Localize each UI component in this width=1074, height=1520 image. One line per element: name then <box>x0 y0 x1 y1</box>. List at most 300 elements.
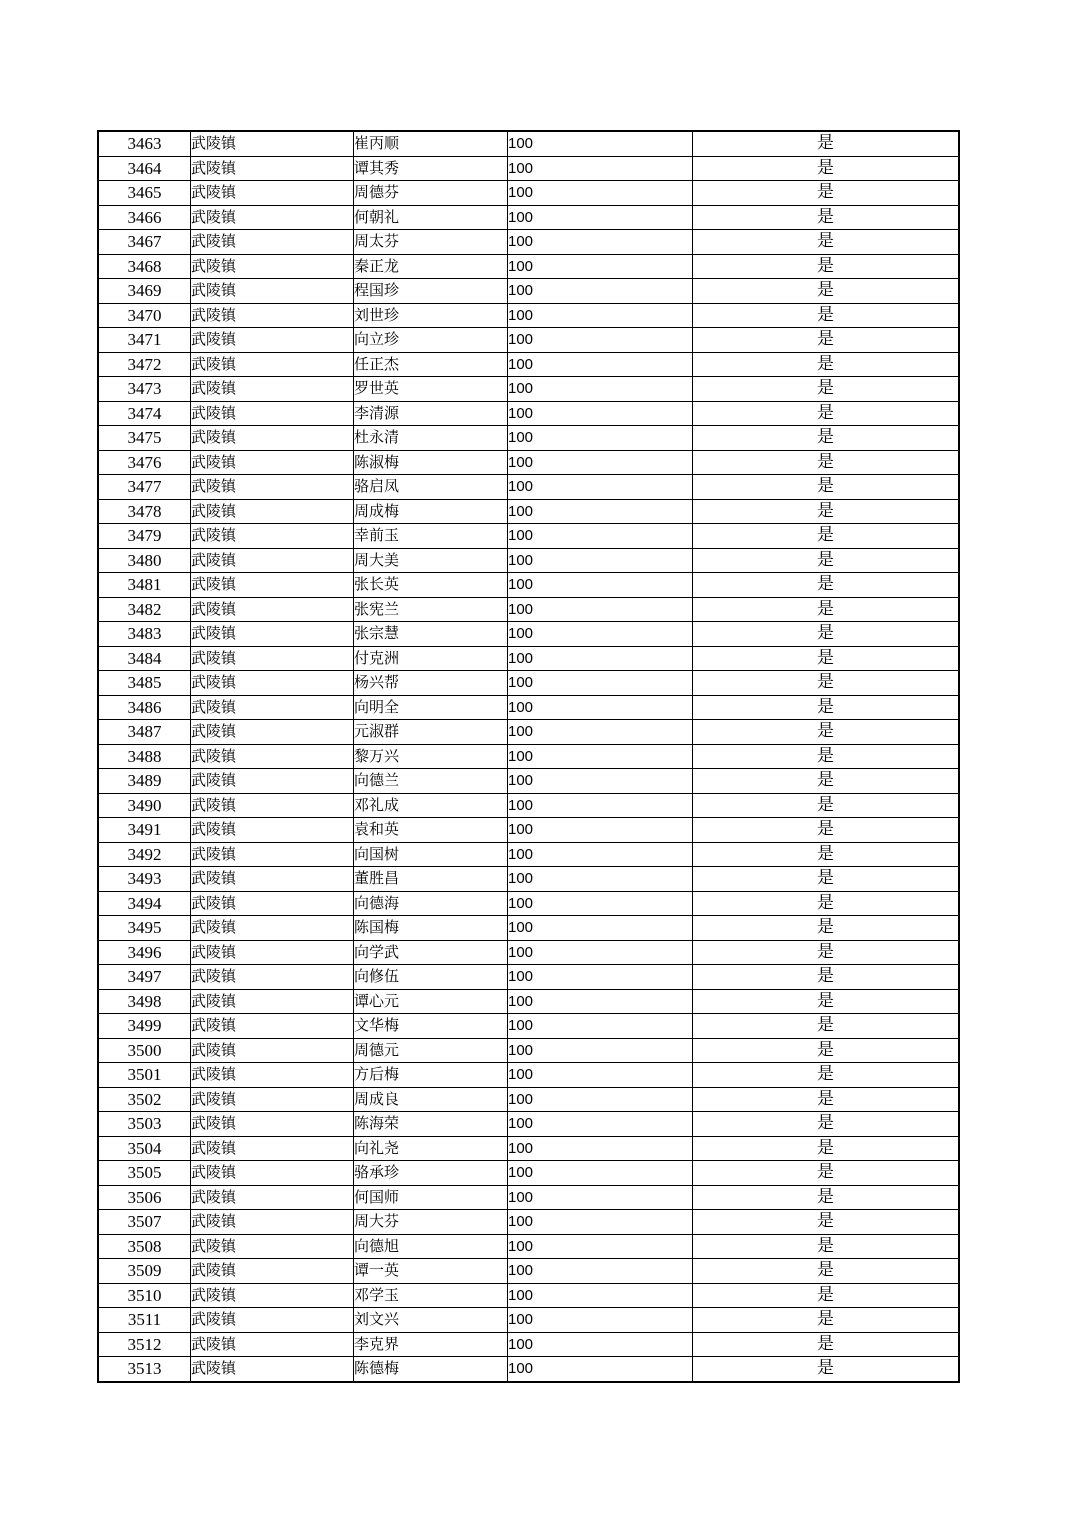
town-cell: 武陵镇 <box>191 401 354 426</box>
table-row <box>98 989 959 1014</box>
person-name-cell: 向国树 <box>354 842 508 867</box>
table-row <box>98 916 959 941</box>
row-number-cell: 3467 <box>98 230 191 255</box>
status-cell: 是 <box>693 989 960 1014</box>
person-name-cell: 陈国梅 <box>354 916 508 941</box>
town-cell: 武陵镇 <box>191 230 354 255</box>
town-cell: 武陵镇 <box>191 769 354 794</box>
amount-cell: 100 <box>508 1259 693 1284</box>
row-number-cell: 3488 <box>98 744 191 769</box>
table-row <box>98 205 959 230</box>
status-cell: 是 <box>693 377 960 402</box>
person-name-cell: 何朝礼 <box>354 205 508 230</box>
amount-cell: 100 <box>508 989 693 1014</box>
table-row <box>98 1087 959 1112</box>
town-cell: 武陵镇 <box>191 499 354 524</box>
person-name-cell: 向德旭 <box>354 1234 508 1259</box>
amount-cell: 100 <box>508 867 693 892</box>
row-number-cell: 3499 <box>98 1014 191 1039</box>
table-row <box>98 1210 959 1235</box>
amount-cell: 100 <box>508 1112 693 1137</box>
town-cell: 武陵镇 <box>191 426 354 451</box>
amount-cell: 100 <box>508 646 693 671</box>
town-cell: 武陵镇 <box>191 303 354 328</box>
person-name-cell: 幸前玉 <box>354 524 508 549</box>
town-cell: 武陵镇 <box>191 671 354 696</box>
table-row <box>98 303 959 328</box>
amount-cell: 100 <box>508 720 693 745</box>
person-name-cell: 刘世珍 <box>354 303 508 328</box>
row-number-cell: 3495 <box>98 916 191 941</box>
person-name-cell: 何国师 <box>354 1185 508 1210</box>
person-name-cell: 元淑群 <box>354 720 508 745</box>
row-number-cell: 3492 <box>98 842 191 867</box>
town-cell: 武陵镇 <box>191 205 354 230</box>
person-name-cell: 张宪兰 <box>354 597 508 622</box>
person-name-cell: 崔丙顺 <box>354 131 508 156</box>
amount-cell: 100 <box>508 1014 693 1039</box>
town-cell: 武陵镇 <box>191 646 354 671</box>
town-cell: 武陵镇 <box>191 720 354 745</box>
row-number-cell: 3509 <box>98 1259 191 1284</box>
town-cell: 武陵镇 <box>191 1308 354 1333</box>
status-cell: 是 <box>693 597 960 622</box>
row-number-cell: 3464 <box>98 156 191 181</box>
table-row <box>98 1357 959 1382</box>
amount-cell: 100 <box>508 1283 693 1308</box>
row-number-cell: 3473 <box>98 377 191 402</box>
amount-cell: 100 <box>508 230 693 255</box>
town-cell: 武陵镇 <box>191 965 354 990</box>
table-row <box>98 450 959 475</box>
amount-cell: 100 <box>508 377 693 402</box>
town-cell: 武陵镇 <box>191 867 354 892</box>
row-number-cell: 3477 <box>98 475 191 500</box>
person-name-cell: 向德海 <box>354 891 508 916</box>
amount-cell: 100 <box>508 1210 693 1235</box>
row-number-cell: 3510 <box>98 1283 191 1308</box>
row-number-cell: 3484 <box>98 646 191 671</box>
status-cell: 是 <box>693 328 960 353</box>
row-number-cell: 3502 <box>98 1087 191 1112</box>
town-cell: 武陵镇 <box>191 328 354 353</box>
person-name-cell: 谭一英 <box>354 1259 508 1284</box>
table-row <box>98 1112 959 1137</box>
status-cell: 是 <box>693 965 960 990</box>
table-row <box>98 622 959 647</box>
amount-cell: 100 <box>508 475 693 500</box>
town-cell: 武陵镇 <box>191 1357 354 1382</box>
amount-cell: 100 <box>508 303 693 328</box>
person-name-cell: 周大美 <box>354 548 508 573</box>
table-row <box>98 940 959 965</box>
status-cell: 是 <box>693 181 960 206</box>
row-number-cell: 3465 <box>98 181 191 206</box>
table-row <box>98 426 959 451</box>
town-cell: 武陵镇 <box>191 524 354 549</box>
status-cell: 是 <box>693 940 960 965</box>
row-number-cell: 3481 <box>98 573 191 598</box>
town-cell: 武陵镇 <box>191 1283 354 1308</box>
row-number-cell: 3485 <box>98 671 191 696</box>
table-row <box>98 156 959 181</box>
person-name-cell: 李克界 <box>354 1332 508 1357</box>
row-number-cell: 3493 <box>98 867 191 892</box>
amount-cell: 100 <box>508 450 693 475</box>
row-number-cell: 3507 <box>98 1210 191 1235</box>
amount-cell: 100 <box>508 965 693 990</box>
row-number-cell: 3496 <box>98 940 191 965</box>
town-cell: 武陵镇 <box>191 1014 354 1039</box>
person-name-cell: 周太芬 <box>354 230 508 255</box>
row-number-cell: 3466 <box>98 205 191 230</box>
town-cell: 武陵镇 <box>191 793 354 818</box>
status-cell: 是 <box>693 426 960 451</box>
status-cell: 是 <box>693 279 960 304</box>
amount-cell: 100 <box>508 793 693 818</box>
status-cell: 是 <box>693 1332 960 1357</box>
amount-cell: 100 <box>508 205 693 230</box>
table-row <box>98 793 959 818</box>
amount-cell: 100 <box>508 1357 693 1382</box>
person-name-cell: 黎万兴 <box>354 744 508 769</box>
table-row <box>98 695 959 720</box>
person-name-cell: 秦正龙 <box>354 254 508 279</box>
row-number-cell: 3463 <box>98 131 191 156</box>
amount-cell: 100 <box>508 181 693 206</box>
row-number-cell: 3494 <box>98 891 191 916</box>
row-number-cell: 3483 <box>98 622 191 647</box>
row-number-cell: 3506 <box>98 1185 191 1210</box>
table-row <box>98 818 959 843</box>
row-number-cell: 3474 <box>98 401 191 426</box>
status-cell: 是 <box>693 622 960 647</box>
town-cell: 武陵镇 <box>191 254 354 279</box>
person-name-cell: 陈海荣 <box>354 1112 508 1137</box>
town-cell: 武陵镇 <box>191 475 354 500</box>
table-row <box>98 1185 959 1210</box>
table-row <box>98 1038 959 1063</box>
row-number-cell: 3487 <box>98 720 191 745</box>
row-number-cell: 3513 <box>98 1357 191 1382</box>
row-number-cell: 3505 <box>98 1161 191 1186</box>
row-number-cell: 3500 <box>98 1038 191 1063</box>
status-cell: 是 <box>693 744 960 769</box>
status-cell: 是 <box>693 401 960 426</box>
town-cell: 武陵镇 <box>191 1087 354 1112</box>
amount-cell: 100 <box>508 279 693 304</box>
row-number-cell: 3498 <box>98 989 191 1014</box>
status-cell: 是 <box>693 475 960 500</box>
town-cell: 武陵镇 <box>191 989 354 1014</box>
amount-cell: 100 <box>508 1185 693 1210</box>
amount-cell: 100 <box>508 940 693 965</box>
table-row <box>98 1332 959 1357</box>
row-number-cell: 3471 <box>98 328 191 353</box>
town-cell: 武陵镇 <box>191 450 354 475</box>
amount-cell: 100 <box>508 548 693 573</box>
person-name-cell: 文华梅 <box>354 1014 508 1039</box>
status-cell: 是 <box>693 1087 960 1112</box>
table-row <box>98 769 959 794</box>
status-cell: 是 <box>693 1357 960 1382</box>
person-name-cell: 刘文兴 <box>354 1308 508 1333</box>
status-cell: 是 <box>693 1136 960 1161</box>
row-number-cell: 3476 <box>98 450 191 475</box>
row-number-cell: 3469 <box>98 279 191 304</box>
table-row <box>98 891 959 916</box>
table-row <box>98 573 959 598</box>
row-number-cell: 3482 <box>98 597 191 622</box>
person-name-cell: 骆承珍 <box>354 1161 508 1186</box>
status-cell: 是 <box>693 1259 960 1284</box>
table-row <box>98 1259 959 1284</box>
table-row <box>98 230 959 255</box>
amount-cell: 100 <box>508 1234 693 1259</box>
amount-cell: 100 <box>508 1308 693 1333</box>
amount-cell: 100 <box>508 671 693 696</box>
person-name-cell: 周成梅 <box>354 499 508 524</box>
person-name-cell: 向礼尧 <box>354 1136 508 1161</box>
person-name-cell: 向明全 <box>354 695 508 720</box>
person-name-cell: 袁和英 <box>354 818 508 843</box>
person-name-cell: 杨兴帮 <box>354 671 508 696</box>
row-number-cell: 3472 <box>98 352 191 377</box>
status-cell: 是 <box>693 818 960 843</box>
town-cell: 武陵镇 <box>191 695 354 720</box>
table-row <box>98 181 959 206</box>
person-name-cell: 周德芬 <box>354 181 508 206</box>
table-row <box>98 671 959 696</box>
status-cell: 是 <box>693 646 960 671</box>
town-cell: 武陵镇 <box>191 1234 354 1259</box>
status-cell: 是 <box>693 1308 960 1333</box>
amount-cell: 100 <box>508 695 693 720</box>
table-row <box>98 1161 959 1186</box>
status-cell: 是 <box>693 1283 960 1308</box>
status-cell: 是 <box>693 524 960 549</box>
amount-cell: 100 <box>508 622 693 647</box>
amount-cell: 100 <box>508 426 693 451</box>
row-number-cell: 3490 <box>98 793 191 818</box>
amount-cell: 100 <box>508 254 693 279</box>
amount-cell: 100 <box>508 524 693 549</box>
town-cell: 武陵镇 <box>191 1136 354 1161</box>
amount-cell: 100 <box>508 352 693 377</box>
person-name-cell: 方后梅 <box>354 1063 508 1088</box>
table-row <box>98 842 959 867</box>
amount-cell: 100 <box>508 891 693 916</box>
table-row <box>98 1136 959 1161</box>
person-name-cell: 周大芬 <box>354 1210 508 1235</box>
person-name-cell: 杜永清 <box>354 426 508 451</box>
person-name-cell: 骆启凤 <box>354 475 508 500</box>
table-row <box>98 965 959 990</box>
status-cell: 是 <box>693 450 960 475</box>
amount-cell: 100 <box>508 328 693 353</box>
table-row <box>98 1014 959 1039</box>
person-name-cell: 任正杰 <box>354 352 508 377</box>
row-number-cell: 3468 <box>98 254 191 279</box>
amount-cell: 100 <box>508 131 693 156</box>
amount-cell: 100 <box>508 597 693 622</box>
table-row <box>98 499 959 524</box>
amount-cell: 100 <box>508 1332 693 1357</box>
status-cell: 是 <box>693 1185 960 1210</box>
person-name-cell: 李清源 <box>354 401 508 426</box>
town-cell: 武陵镇 <box>191 744 354 769</box>
person-name-cell: 周成良 <box>354 1087 508 1112</box>
status-cell: 是 <box>693 230 960 255</box>
table-row <box>98 131 959 156</box>
status-cell: 是 <box>693 1063 960 1088</box>
person-name-cell: 向立珍 <box>354 328 508 353</box>
row-number-cell: 3478 <box>98 499 191 524</box>
town-cell: 武陵镇 <box>191 622 354 647</box>
town-cell: 武陵镇 <box>191 1210 354 1235</box>
table-row <box>98 475 959 500</box>
status-cell: 是 <box>693 916 960 941</box>
amount-cell: 100 <box>508 842 693 867</box>
amount-cell: 100 <box>508 156 693 181</box>
table-row <box>98 401 959 426</box>
table-row <box>98 1308 959 1333</box>
status-cell: 是 <box>693 1038 960 1063</box>
table-row <box>98 279 959 304</box>
town-cell: 武陵镇 <box>191 1038 354 1063</box>
status-cell: 是 <box>693 156 960 181</box>
person-name-cell: 向学武 <box>354 940 508 965</box>
table-row <box>98 867 959 892</box>
person-name-cell: 邓礼成 <box>354 793 508 818</box>
town-cell: 武陵镇 <box>191 597 354 622</box>
table-row <box>98 720 959 745</box>
town-cell: 武陵镇 <box>191 916 354 941</box>
status-cell: 是 <box>693 793 960 818</box>
table-row <box>98 1063 959 1088</box>
person-name-cell: 周德元 <box>354 1038 508 1063</box>
status-cell: 是 <box>693 891 960 916</box>
amount-cell: 100 <box>508 1038 693 1063</box>
status-cell: 是 <box>693 548 960 573</box>
status-cell: 是 <box>693 1210 960 1235</box>
row-number-cell: 3512 <box>98 1332 191 1357</box>
table-row <box>98 377 959 402</box>
person-name-cell: 向德兰 <box>354 769 508 794</box>
town-cell: 武陵镇 <box>191 891 354 916</box>
amount-cell: 100 <box>508 1136 693 1161</box>
table-row <box>98 352 959 377</box>
row-number-cell: 3511 <box>98 1308 191 1333</box>
town-cell: 武陵镇 <box>191 279 354 304</box>
person-name-cell: 向修伍 <box>354 965 508 990</box>
row-number-cell: 3470 <box>98 303 191 328</box>
town-cell: 武陵镇 <box>191 131 354 156</box>
row-number-cell: 3479 <box>98 524 191 549</box>
row-number-cell: 3497 <box>98 965 191 990</box>
status-cell: 是 <box>693 254 960 279</box>
person-name-cell: 程国珍 <box>354 279 508 304</box>
amount-cell: 100 <box>508 1087 693 1112</box>
person-name-cell: 张长英 <box>354 573 508 598</box>
status-cell: 是 <box>693 867 960 892</box>
town-cell: 武陵镇 <box>191 1161 354 1186</box>
town-cell: 武陵镇 <box>191 548 354 573</box>
town-cell: 武陵镇 <box>191 1112 354 1137</box>
status-cell: 是 <box>693 573 960 598</box>
table-row <box>98 254 959 279</box>
amount-cell: 100 <box>508 573 693 598</box>
amount-cell: 100 <box>508 1063 693 1088</box>
person-name-cell: 谭心元 <box>354 989 508 1014</box>
amount-cell: 100 <box>508 499 693 524</box>
row-number-cell: 3491 <box>98 818 191 843</box>
row-number-cell: 3486 <box>98 695 191 720</box>
town-cell: 武陵镇 <box>191 842 354 867</box>
table-row <box>98 1234 959 1259</box>
town-cell: 武陵镇 <box>191 1332 354 1357</box>
town-cell: 武陵镇 <box>191 377 354 402</box>
amount-cell: 100 <box>508 818 693 843</box>
status-cell: 是 <box>693 1234 960 1259</box>
status-cell: 是 <box>693 671 960 696</box>
person-name-cell: 付克洲 <box>354 646 508 671</box>
row-number-cell: 3508 <box>98 1234 191 1259</box>
table-row <box>98 1283 959 1308</box>
town-cell: 武陵镇 <box>191 352 354 377</box>
roster-table-body <box>98 131 959 1382</box>
row-number-cell: 3503 <box>98 1112 191 1137</box>
status-cell: 是 <box>693 769 960 794</box>
person-name-cell: 谭其秀 <box>354 156 508 181</box>
row-number-cell: 3501 <box>98 1063 191 1088</box>
amount-cell: 100 <box>508 916 693 941</box>
amount-cell: 100 <box>508 769 693 794</box>
town-cell: 武陵镇 <box>191 156 354 181</box>
person-name-cell: 陈德梅 <box>354 1357 508 1382</box>
table-row <box>98 597 959 622</box>
person-name-cell: 罗世英 <box>354 377 508 402</box>
status-cell: 是 <box>693 303 960 328</box>
status-cell: 是 <box>693 352 960 377</box>
status-cell: 是 <box>693 842 960 867</box>
row-number-cell: 3489 <box>98 769 191 794</box>
amount-cell: 100 <box>508 744 693 769</box>
town-cell: 武陵镇 <box>191 1259 354 1284</box>
town-cell: 武陵镇 <box>191 1063 354 1088</box>
table-row <box>98 744 959 769</box>
person-name-cell: 邓学玉 <box>354 1283 508 1308</box>
person-name-cell: 董胜昌 <box>354 867 508 892</box>
town-cell: 武陵镇 <box>191 940 354 965</box>
status-cell: 是 <box>693 1161 960 1186</box>
amount-cell: 100 <box>508 1161 693 1186</box>
town-cell: 武陵镇 <box>191 573 354 598</box>
table-row <box>98 524 959 549</box>
table-row <box>98 548 959 573</box>
roster-table <box>97 130 960 1383</box>
row-number-cell: 3504 <box>98 1136 191 1161</box>
amount-cell: 100 <box>508 401 693 426</box>
row-number-cell: 3480 <box>98 548 191 573</box>
status-cell: 是 <box>693 205 960 230</box>
town-cell: 武陵镇 <box>191 1185 354 1210</box>
status-cell: 是 <box>693 131 960 156</box>
person-name-cell: 陈淑梅 <box>354 450 508 475</box>
table-row <box>98 646 959 671</box>
status-cell: 是 <box>693 1014 960 1039</box>
town-cell: 武陵镇 <box>191 818 354 843</box>
